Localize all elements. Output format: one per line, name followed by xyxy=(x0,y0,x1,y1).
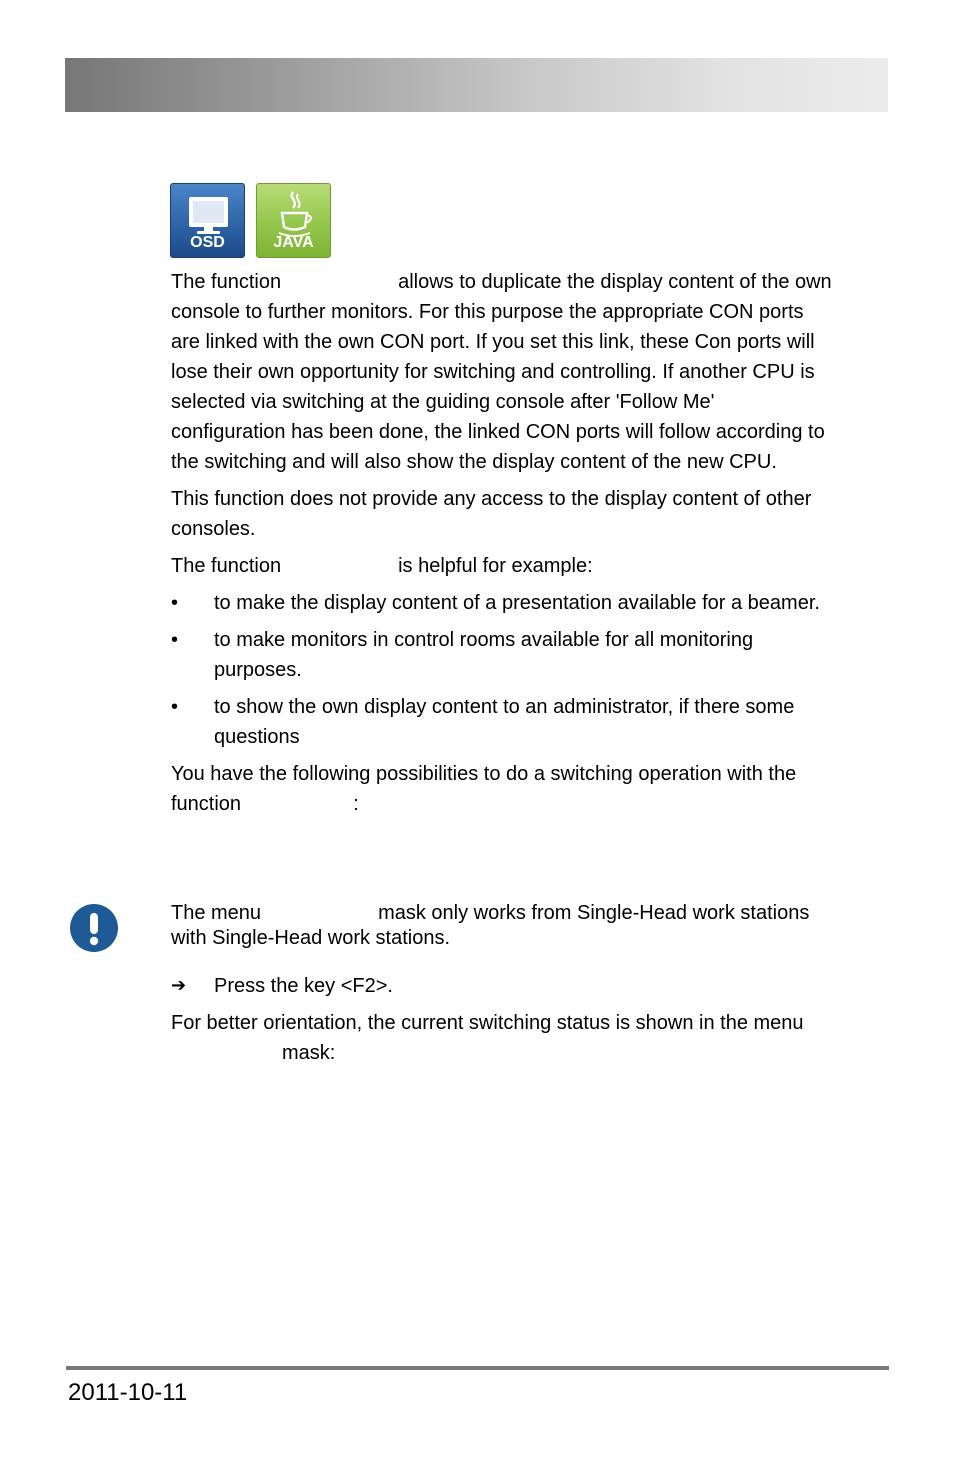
footer-date: 2011-10-11 xyxy=(68,1379,188,1406)
text-segment: : xyxy=(353,793,359,815)
paragraph-line: mask: xyxy=(282,1042,336,1064)
text-segment: mask only works from Single-Head work stations xyxy=(378,902,810,924)
java-badge xyxy=(256,183,331,258)
text-segment: The function xyxy=(171,271,282,293)
paragraph-line: the switching and will also show the display content of the new CPU. xyxy=(171,451,777,473)
text-segment: function xyxy=(171,793,242,815)
paragraph-line: console to further monitors. For this purpose the appropriate CON ports xyxy=(171,301,804,323)
paragraph-line xyxy=(171,551,883,581)
exclamation-icon xyxy=(70,904,118,952)
paragraph-line xyxy=(171,789,883,819)
header-bar xyxy=(65,58,888,112)
paragraph-line xyxy=(171,267,883,297)
text-segment: The function xyxy=(171,555,282,577)
paragraph-line: For better orientation, the current switching status is shown in the menu xyxy=(171,1012,804,1034)
bullet-text: to show the own display content to an administrator, if there some xyxy=(214,696,795,718)
paragraph-line: are linked with the own CON port. If you set this link, these Con ports will xyxy=(171,331,815,353)
step-text: Press the key <F2>. xyxy=(214,975,393,997)
paragraph-line: You have the following possibilities to do a switching operation with the xyxy=(171,763,797,785)
bullet-text: questions xyxy=(214,726,300,748)
bullet-point: • xyxy=(171,696,179,718)
bullet-point: • xyxy=(171,629,179,651)
footer-rule xyxy=(66,1366,889,1370)
bullet-text: to make the display content of a presentation available for a beamer. xyxy=(214,592,820,614)
text-segment: allows to duplicate the display content of the own xyxy=(398,271,832,293)
paragraph-line: lose their own opportunity for switching and controlling. If another CPU is xyxy=(171,361,815,383)
java-label: JAVA xyxy=(273,234,314,251)
note-line: with Single-Head work stations. xyxy=(171,927,451,949)
text-segment: The menu xyxy=(171,902,262,924)
paragraph-line: This function does not provide any access to the display content of other xyxy=(171,488,812,510)
bullet-text: to make monitors in control rooms available for all monitoring xyxy=(214,629,754,651)
paragraph-line: selected via switching at the guiding console after 'Follow Me' xyxy=(171,391,715,413)
osd-badge xyxy=(170,183,245,258)
arrow-right-icon: ➔ xyxy=(171,975,187,996)
paragraph-line: consoles. xyxy=(171,518,256,540)
paragraph-line: configuration has been done, the linked CON ports will follow according to xyxy=(171,421,825,443)
text-segment: is helpful for example: xyxy=(398,555,593,577)
osd-label: OSD xyxy=(190,234,225,251)
note-line xyxy=(171,901,809,926)
bullet-text: purposes. xyxy=(214,659,302,681)
bullet-point: • xyxy=(171,592,179,614)
